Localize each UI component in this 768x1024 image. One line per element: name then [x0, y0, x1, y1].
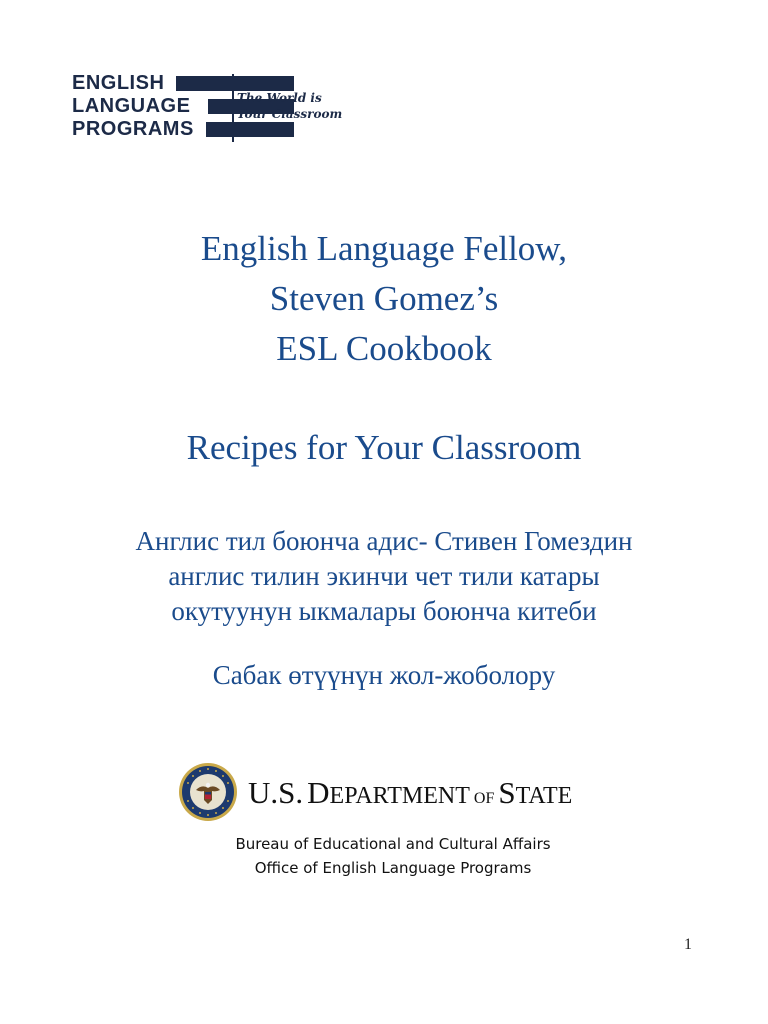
english-subtitle: Recipes for Your Classroom — [186, 428, 582, 467]
dept-of: OF — [473, 790, 495, 807]
logo-word-language: LANGUAGE — [72, 95, 191, 117]
english-language-programs-logo — [72, 72, 372, 142]
dept-s-rest: TATE — [515, 783, 573, 809]
title-line: Steven Gomez’s — [269, 279, 499, 318]
kyrgyz-title — [0, 524, 768, 629]
page-number: 1 — [684, 936, 692, 953]
dept-us: U.S. — [248, 775, 304, 810]
dept-d-cap: D — [307, 775, 330, 810]
bureau-line: Bureau of Educational and Cultural Affairs — [235, 835, 551, 853]
bureau-text — [0, 832, 768, 880]
logo-word-english: ENGLISH — [72, 72, 165, 94]
english-title — [0, 224, 768, 374]
title-line: English Language Fellow, — [200, 229, 568, 268]
dept-s-cap: S — [498, 775, 516, 810]
logo-bar — [206, 122, 294, 137]
logo-word-programs: PROGRAMS — [72, 118, 194, 140]
dept-d-rest: EPARTMENT — [329, 783, 470, 809]
logo-tagline-line: The World is — [237, 91, 322, 105]
logo-divider — [232, 74, 234, 142]
logo-bar — [176, 76, 294, 91]
state-department-seal-icon — [178, 762, 238, 822]
logo-tagline — [237, 90, 342, 122]
logo-tagline-line: Your Classroom — [237, 107, 343, 121]
title-line: Англис тил боюнча адис- Стивен Гомездин — [135, 526, 633, 556]
department-of-state-wordmark — [248, 773, 572, 819]
logo-wordmark — [72, 72, 232, 141]
title-line: окутуунун ыкмалары боюнча китеби — [171, 596, 597, 626]
bureau-line: Office of English Language Programs — [254, 859, 532, 877]
kyrgyz-subtitle: Сабак өтүүнүн жол-жоболору — [212, 660, 556, 690]
title-line: ESL Cookbook — [276, 329, 492, 368]
title-line: англис тилин экинчи чет тили катары — [168, 561, 600, 591]
